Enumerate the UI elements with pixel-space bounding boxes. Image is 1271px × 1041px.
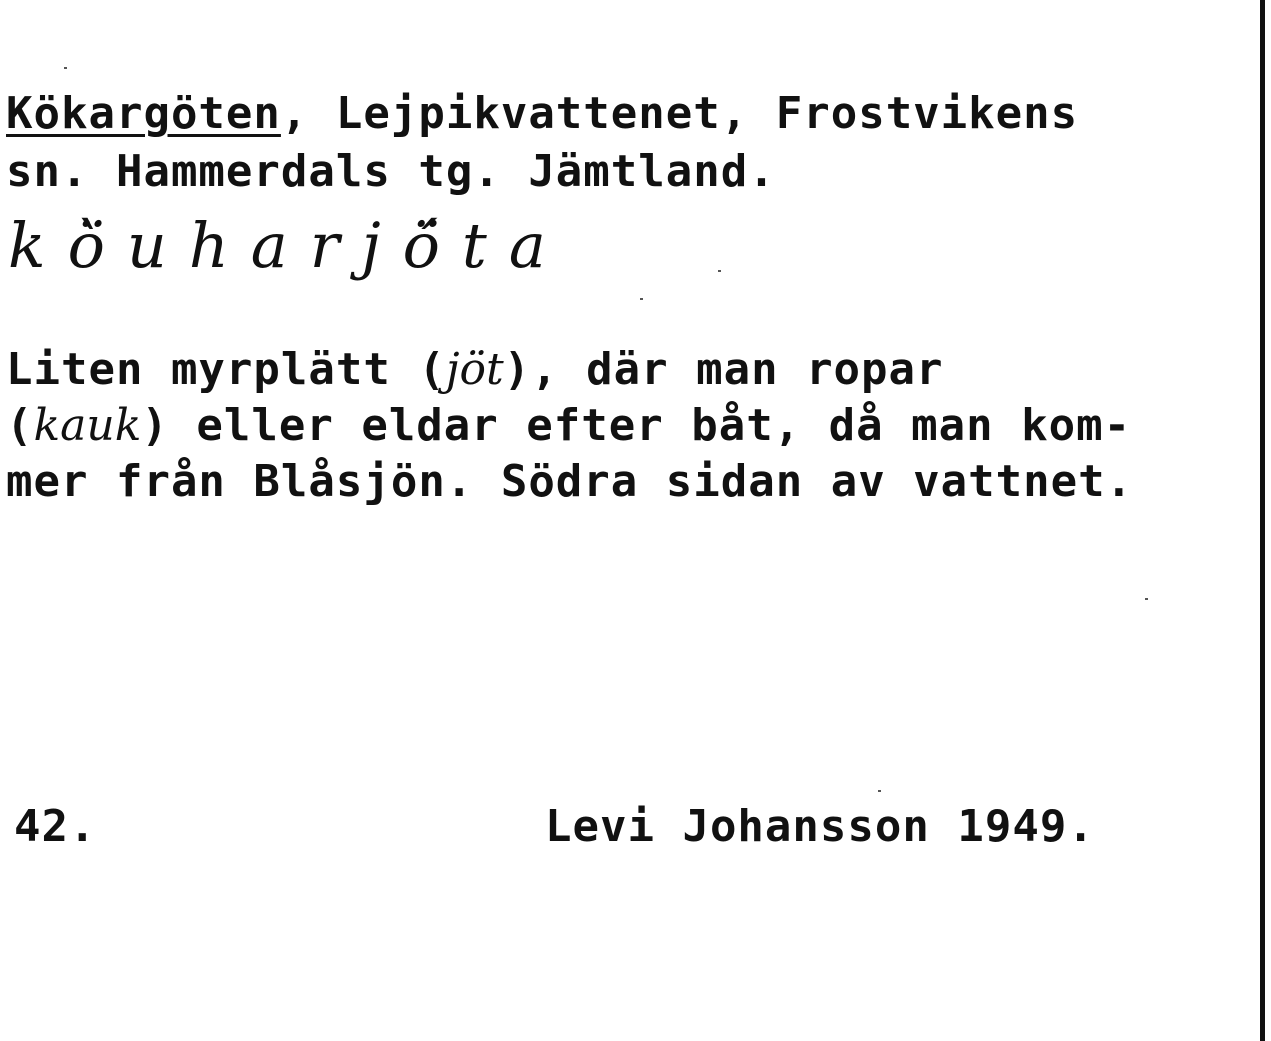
card-right-edge [1260,0,1265,1041]
header-location: , Lejpikvattenet, Frostvikens [280,88,1079,139]
description-text: ), där man ropar [503,344,944,395]
header-line-1 [6,88,1079,139]
description-line-1 [6,344,944,395]
description-text: ( [6,400,34,451]
handwritten-word: kauk [33,400,142,451]
header-line-2: sn. Hammerdals tg. Jämtland. [6,146,776,197]
description-text: ) eller eldar efter båt, då man kom- [141,400,1132,451]
phonetic-transcription: kö̀uharjö́ta [8,209,568,282]
description-line-3: mer från Blåsjön. Södra sidan av vattnet. [6,456,1134,507]
paper-speck [640,298,643,300]
description-line-2 [6,400,1132,451]
paper-speck [878,790,881,792]
paper-speck [64,67,67,69]
description-text: Liten myrplätt ( [6,344,446,395]
card-number: 42. [14,801,97,852]
headword: Kökargöten [6,88,281,139]
paper-speck [1145,598,1148,600]
signature: Levi Johansson 1949. [545,801,1095,852]
handwritten-word: jöt [445,344,504,395]
paper-speck [718,270,721,272]
